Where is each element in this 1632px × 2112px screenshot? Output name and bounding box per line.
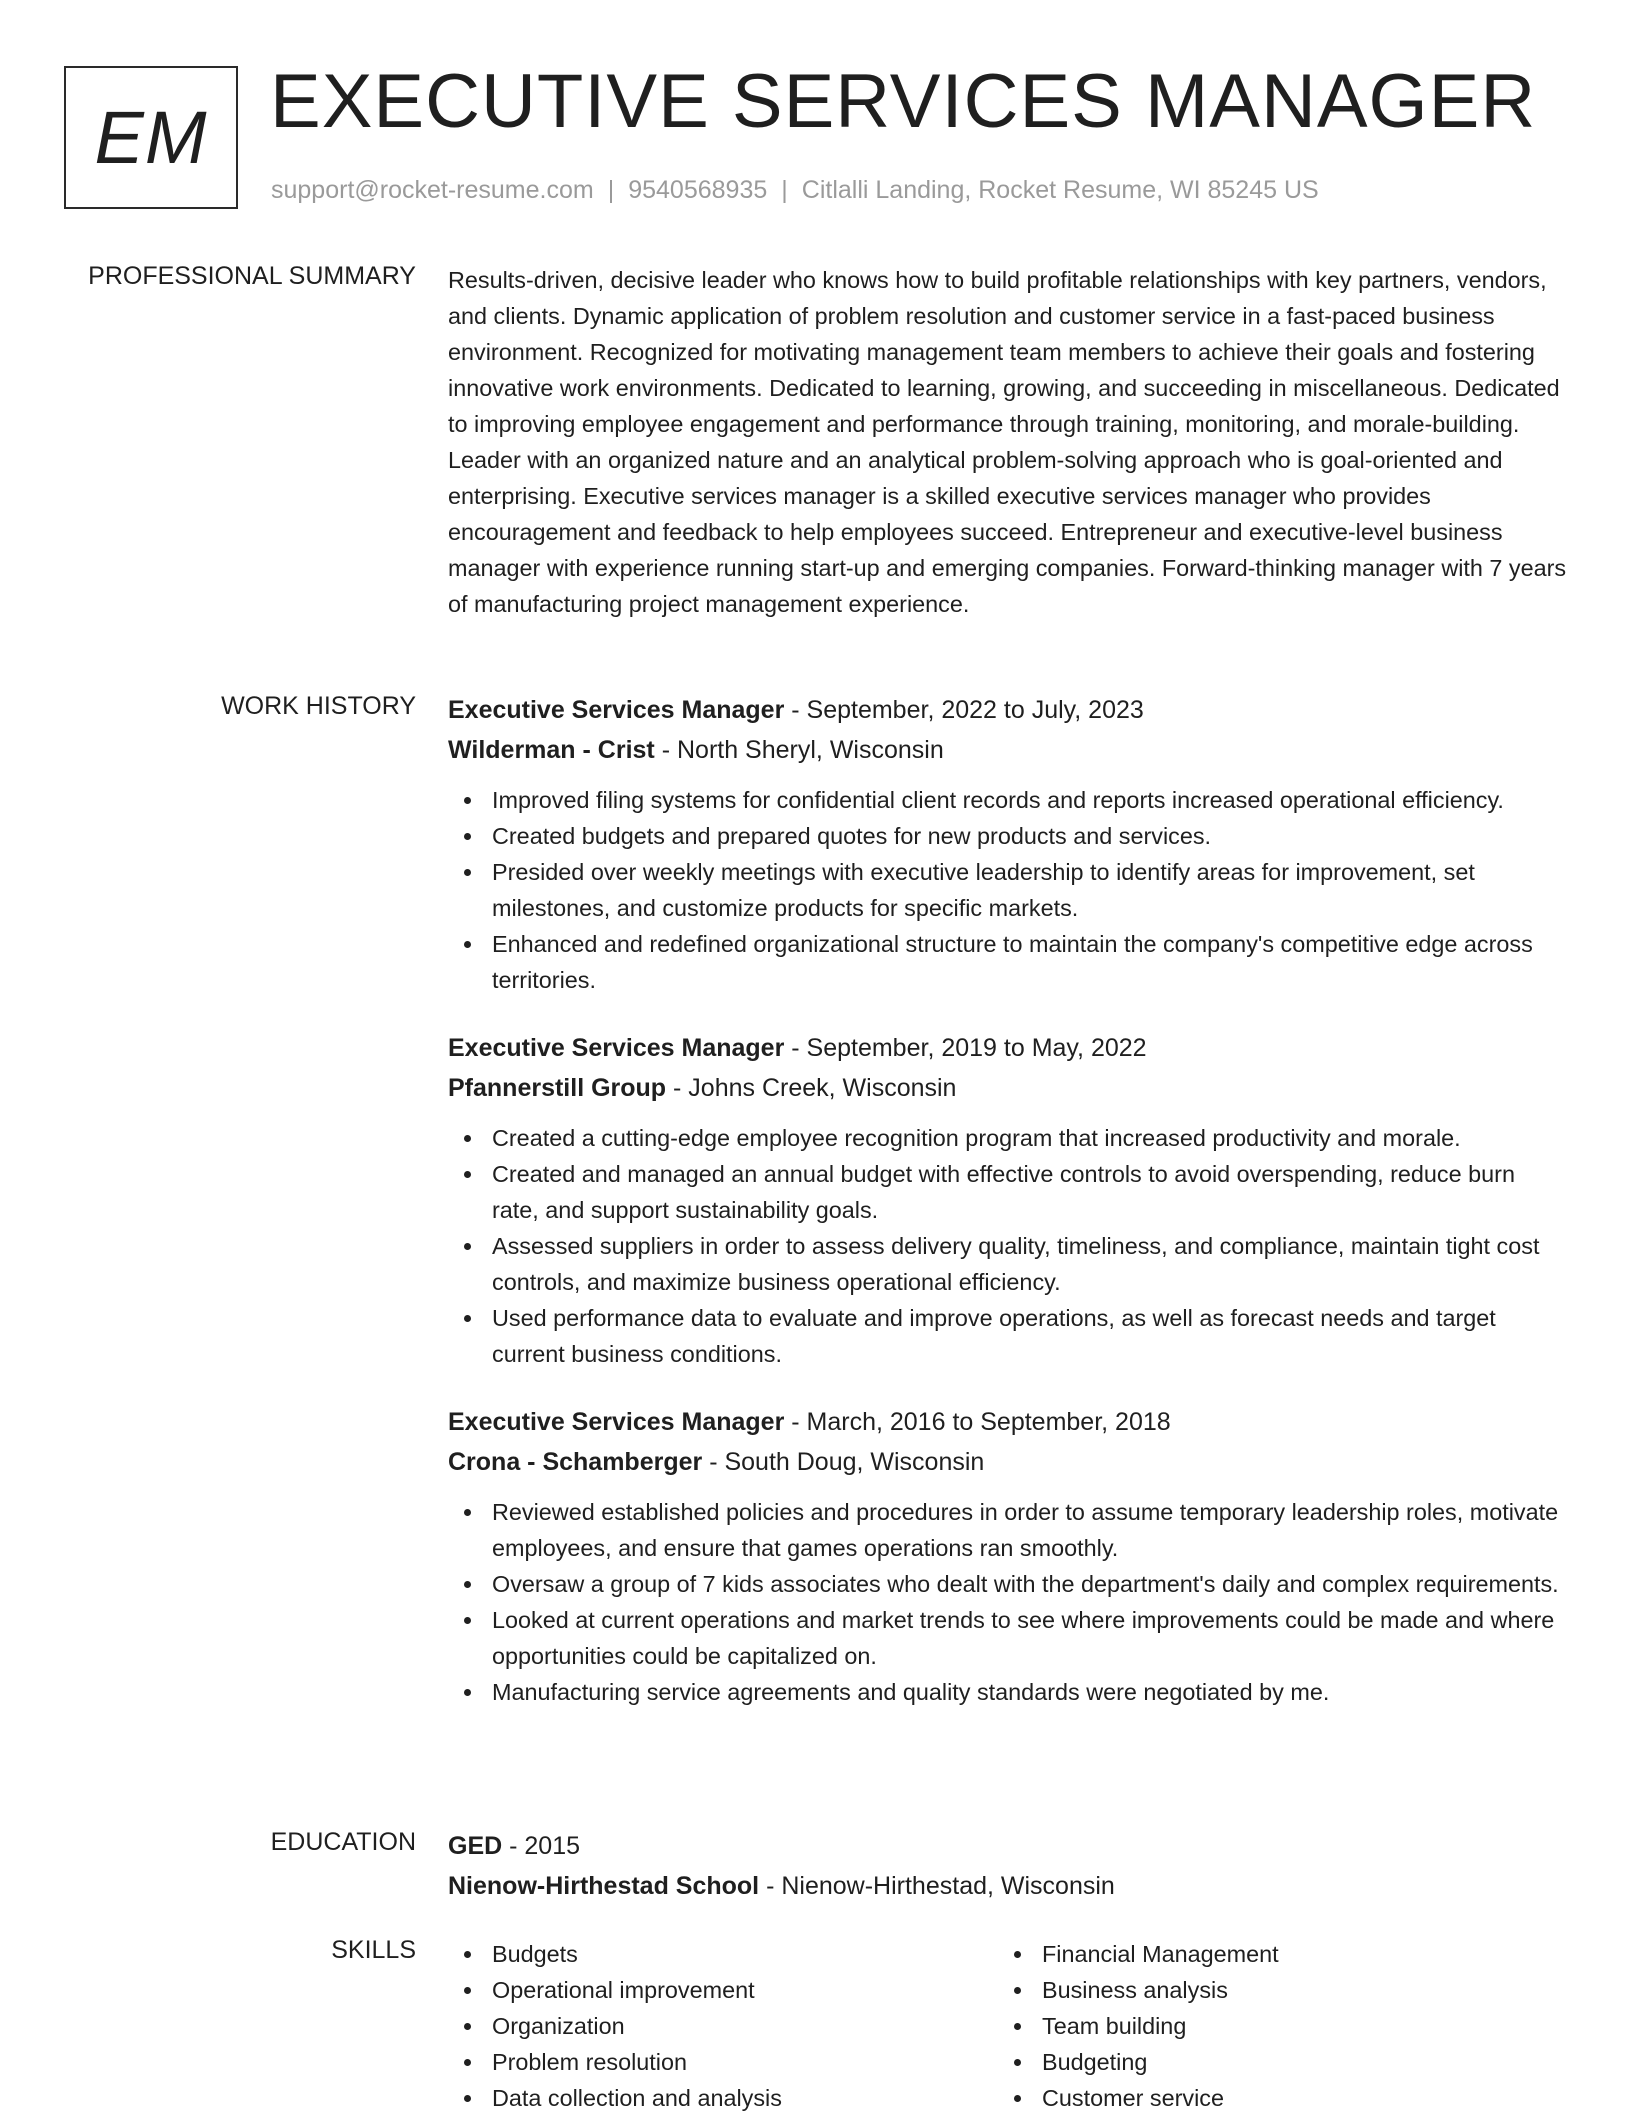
job-bullet: Manufacturing service agreements and quality standards were negotiated by me. xyxy=(448,1674,1568,1710)
education-degree-line xyxy=(448,1826,1568,1866)
job-bullet: Presided over weekly meetings with executive leadership to identify areas for improvement, set milestones, and customize products for specific markets. xyxy=(448,854,1568,926)
education-school: Nienow-Hirthestad School xyxy=(448,1872,760,1900)
job-location: - South Doug, Wisconsin xyxy=(702,1448,985,1476)
contact-line xyxy=(271,176,1319,205)
job-bullets xyxy=(448,1494,1568,1710)
skill-item: Data collection and analysis xyxy=(448,2080,998,2112)
job-location: - Johns Creek, Wisconsin xyxy=(666,1074,957,1102)
job-company: Wilderman - Crist xyxy=(448,736,655,764)
contact-separator: | xyxy=(781,176,788,204)
skill-item: Team building xyxy=(998,2008,1548,2044)
job-dates: - March, 2016 to September, 2018 xyxy=(784,1408,1171,1436)
job-role-line xyxy=(448,690,1568,730)
job-company: Crona - Schamberger xyxy=(448,1448,703,1476)
job-bullets xyxy=(448,1120,1568,1372)
education-school-line xyxy=(448,1866,1568,1906)
skills-column-right xyxy=(998,1936,1548,2112)
contact-email: support@rocket-resume.com xyxy=(271,176,594,204)
job-dates: - September, 2019 to May, 2022 xyxy=(784,1034,1147,1062)
skill-item: Organization xyxy=(448,2008,998,2044)
job-bullet: Created and managed an annual budget with effective controls to avoid overspending, reduce burn rate, and support sustainability goals. xyxy=(448,1156,1568,1228)
skill-item: Financial Management xyxy=(998,1936,1548,1972)
skill-item: Operational improvement xyxy=(448,1972,998,2008)
contact-phone: 9540568935 xyxy=(628,176,768,204)
skill-item: Customer service xyxy=(998,2080,1548,2112)
education-location: - Nienow-Hirthestad, Wisconsin xyxy=(759,1872,1115,1900)
skill-item: Budgeting xyxy=(998,2044,1548,2080)
section-title-education: EDUCATION xyxy=(270,1828,416,1856)
job-bullet: Created budgets and prepared quotes for new products and services. xyxy=(448,818,1568,854)
job-role-line xyxy=(448,1028,1568,1068)
job-bullets xyxy=(448,782,1568,998)
section-title-skills: SKILLS xyxy=(331,1936,416,1964)
job-bullet: Oversaw a group of 7 kids associates who dealt with the department's daily and complex requirements. xyxy=(448,1566,1568,1602)
skills-column-left xyxy=(448,1936,998,2112)
skills-columns xyxy=(448,1936,1568,2112)
job-role-line xyxy=(448,1402,1568,1442)
section-title-work: WORK HISTORY xyxy=(221,692,416,720)
job-bullet: Created a cutting-edge employee recognition program that increased productivity and morale. xyxy=(448,1120,1568,1156)
summary-text: Results-driven, decisive leader who knows how to build profitable relationships with key partners, vendors, and clients. Dynamic application of problem resolution and customer service in a fast-paced business environment. Recognized for motivating management team members to achieve their goals and fostering innovative work environments. Dedicated to learning, growing, and succeeding in miscellaneous. Dedicated to improving employee engagement and performance through training, monitoring, and morale-building. Leader with an organized nature and an analytical problem-solving approach who is goal-oriented and enterprising. Executive services manager is a skilled executive services manager who provides encouragement and feedback to help employees succeed. Entrepreneur and executive-level business manager with experience running start-up and emerging companies. Forward-thinking manager with 7 years of manufacturing project management experience. xyxy=(448,267,1567,617)
job-bullet: Reviewed established policies and procedures in order to assume temporary leadership roles, motivate employees, and ensure that games operations ran smoothly. xyxy=(448,1494,1568,1566)
job-dates: - September, 2022 to July, 2023 xyxy=(784,696,1144,724)
job-bullet: Assessed suppliers in order to assess delivery quality, timeliness, and compliance, maintain tight cost controls, and maximize business operational efficiency. xyxy=(448,1228,1568,1300)
job-bullet: Enhanced and redefined organizational structure to maintain the company's competitive edge across territories. xyxy=(448,926,1568,998)
job-location: - North Sheryl, Wisconsin xyxy=(654,736,944,764)
job-entry xyxy=(448,1028,1568,1372)
job-company-line xyxy=(448,730,1568,770)
resume-name: EXECUTIVE SERVICES MANAGER xyxy=(270,59,1537,144)
job-bullet: Used performance data to evaluate and improve operations, as well as forecast needs and target current business conditions. xyxy=(448,1300,1568,1372)
job-company-line xyxy=(448,1068,1568,1108)
job-entry xyxy=(448,690,1568,998)
job-company-line xyxy=(448,1442,1568,1482)
skill-item: Business analysis xyxy=(998,1972,1548,2008)
job-company: Pfannerstill Group xyxy=(448,1074,667,1102)
monogram-initials: EM xyxy=(64,66,238,209)
job-role: Executive Services Manager xyxy=(448,696,785,724)
education-degree: GED xyxy=(448,1832,503,1860)
skill-item: Budgets xyxy=(448,1936,998,1972)
education-year: - 2015 xyxy=(502,1832,581,1860)
job-bullet: Improved filing systems for confidential client records and reports increased operational efficiency. xyxy=(448,782,1568,818)
job-role: Executive Services Manager xyxy=(448,1034,785,1062)
contact-separator: | xyxy=(607,176,615,204)
contact-address: Citlalli Landing, Rocket Resume, WI 85245 US xyxy=(801,176,1319,204)
job-role: Executive Services Manager xyxy=(448,1408,785,1436)
section-title-summary: PROFESSIONAL SUMMARY xyxy=(88,262,416,290)
skill-item: Problem resolution xyxy=(448,2044,998,2080)
job-entry xyxy=(448,1402,1568,1710)
job-bullet: Looked at current operations and market trends to see where improvements could be made and where opportunities could be capitalized on. xyxy=(448,1602,1568,1674)
